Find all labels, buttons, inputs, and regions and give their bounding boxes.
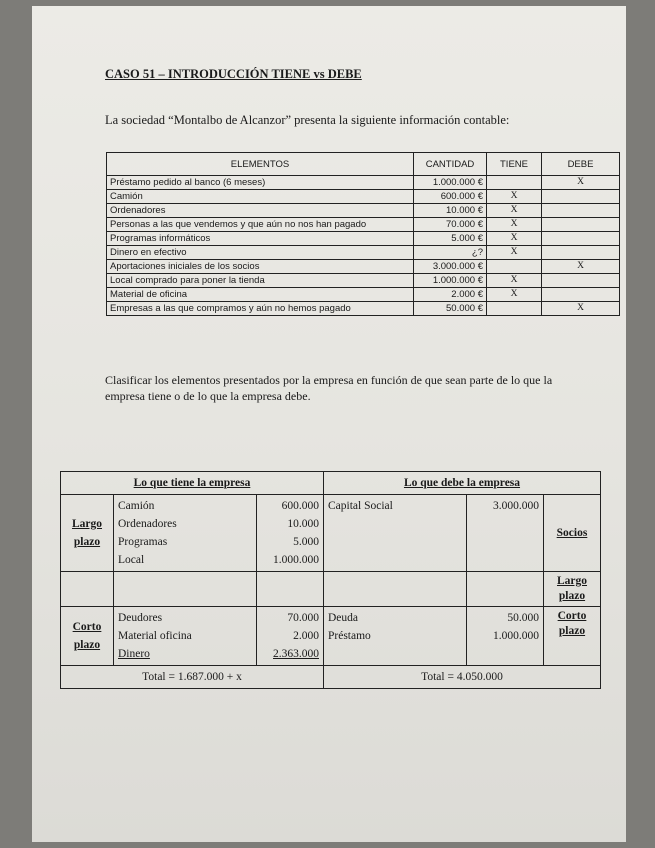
cell-el: Material de oficina xyxy=(107,288,414,302)
cell-debe xyxy=(542,218,620,232)
cell-el: Programas informáticos xyxy=(107,232,414,246)
list-value: 1.000.000 xyxy=(493,630,539,642)
cell-tiene: X xyxy=(487,232,542,246)
cell-qty: 1.000.000 € xyxy=(414,274,487,288)
empty-cell xyxy=(61,572,114,607)
debe-header: Lo que debe la empresa xyxy=(324,472,601,495)
list-value: 2.363.000 xyxy=(273,648,319,660)
table-row xyxy=(107,190,620,204)
cell-el: Camión xyxy=(107,190,414,204)
list-item: Ordenadores xyxy=(118,518,177,530)
corto-values-cell xyxy=(257,607,324,666)
elements-table xyxy=(106,152,620,316)
list-item: Material oficina xyxy=(118,630,192,642)
table-row xyxy=(107,246,620,260)
cell-qty: 1.000.000 € xyxy=(414,176,487,190)
cell-tiene: X xyxy=(487,204,542,218)
list-item: Dinero xyxy=(118,648,150,660)
header-cantidad: CANTIDAD xyxy=(414,153,487,176)
cell-debe xyxy=(542,204,620,218)
totals-row xyxy=(61,666,601,689)
corto-plazo-row xyxy=(61,607,601,666)
cell-debe xyxy=(542,190,620,204)
table-row xyxy=(107,274,620,288)
cell-debe xyxy=(542,288,620,302)
list-value: 50.000 xyxy=(507,612,539,624)
table-row xyxy=(107,176,620,190)
elements-header-row xyxy=(107,153,620,176)
cell-tiene: X xyxy=(487,246,542,260)
header-debe: DEBE xyxy=(542,153,620,176)
intro-text: La sociedad “Montalbo de Alcanzor” presenta la siguiente información contable: xyxy=(105,113,510,127)
largo-items-cell xyxy=(114,495,257,572)
instruction-paragraph: Clasificar los elementos presentados por la empresa en función de que sean parte de lo que la empresa tiene o de lo que la empresa debe. xyxy=(105,373,553,403)
capital-item-cell: Capital Social xyxy=(324,495,467,572)
largo-plazo-label: Largo plazo xyxy=(61,495,114,572)
list-item: Deudores xyxy=(118,612,163,624)
cell-debe xyxy=(542,232,620,246)
total-tiene: Total = 1.687.000 + x xyxy=(61,666,324,689)
cell-debe: X xyxy=(542,176,620,190)
capital-value-cell: 3.000.000 xyxy=(467,495,544,572)
cell-qty: 5.000 € xyxy=(414,232,487,246)
table-row xyxy=(107,204,620,218)
balance-table xyxy=(60,471,601,689)
debe-corto-items-cell xyxy=(324,607,467,666)
cell-el: Aportaciones iniciales de los socios xyxy=(107,260,414,274)
table-row xyxy=(107,288,620,302)
cell-tiene: X xyxy=(487,274,542,288)
empty-cell xyxy=(114,572,257,607)
cell-el: Dinero en efectivo xyxy=(107,246,414,260)
cell-qty: 70.000 € xyxy=(414,218,487,232)
list-value: 600.000 xyxy=(281,500,319,512)
cell-qty: 10.000 € xyxy=(414,204,487,218)
document-page xyxy=(32,6,626,842)
page-title: CASO 51 – INTRODUCCIÓN TIENE vs DEBE xyxy=(105,67,362,81)
list-item: Local xyxy=(118,554,145,566)
table-row xyxy=(107,232,620,246)
cell-el: Local comprado para poner la tienda xyxy=(107,274,414,288)
cell-el: Personas a las que vendemos y que aún no nos han pagado xyxy=(107,218,414,232)
list-item: Programas xyxy=(118,536,168,548)
cell-tiene xyxy=(487,302,542,316)
largo-plazo-row xyxy=(61,495,601,572)
table-row xyxy=(107,302,620,316)
cell-el: Préstamo pedido al banco (6 meses) xyxy=(107,176,414,190)
list-item: Deuda xyxy=(328,612,359,624)
total-debe: Total = 4.050.000 xyxy=(324,666,601,689)
tiene-header: Lo que tiene la empresa xyxy=(61,472,324,495)
cell-debe: X xyxy=(542,260,620,274)
list-value: 5.000 xyxy=(293,536,319,548)
elements-table-body xyxy=(107,176,620,316)
table-row xyxy=(107,218,620,232)
list-value: 2.000 xyxy=(293,630,319,642)
cell-el: Empresas a las que compramos y aún no hemos pagado xyxy=(107,302,414,316)
cell-tiene xyxy=(487,260,542,274)
list-item: Préstamo xyxy=(328,630,371,642)
debe-largo-plazo-label: Largo plazo xyxy=(544,572,601,607)
socios-label: Socios xyxy=(556,527,588,539)
socios-cell xyxy=(544,495,601,572)
cell-debe: X xyxy=(542,302,620,316)
empty-cell xyxy=(257,572,324,607)
cell-qty: 50.000 € xyxy=(414,302,487,316)
cell-qty: 600.000 € xyxy=(414,190,487,204)
header-tiene: TIENE xyxy=(487,153,542,176)
largo-values-cell xyxy=(257,495,324,572)
list-value: 1.000.000 xyxy=(273,554,319,566)
table-row xyxy=(107,260,620,274)
debe-corto-values-cell xyxy=(467,607,544,666)
cell-qty: 2.000 € xyxy=(414,288,487,302)
cell-tiene: X xyxy=(487,218,542,232)
cell-qty: ¿? xyxy=(414,246,487,260)
empty-cell xyxy=(324,572,467,607)
list-value: 10.000 xyxy=(287,518,319,530)
cell-el: Ordenadores xyxy=(107,204,414,218)
corto-plazo-label: Corto plazo xyxy=(61,607,114,666)
list-item: Camión xyxy=(118,500,155,512)
cell-debe xyxy=(542,274,620,288)
cell-tiene xyxy=(487,176,542,190)
cell-qty: 3.000.000 € xyxy=(414,260,487,274)
header-elementos: ELEMENTOS xyxy=(107,153,414,176)
debe-corto-plazo-label: Corto plazo xyxy=(544,607,601,666)
cell-tiene: X xyxy=(487,288,542,302)
balance-header-row xyxy=(61,472,601,495)
empty-cell xyxy=(467,572,544,607)
list-value: 70.000 xyxy=(287,612,319,624)
cell-tiene: X xyxy=(487,190,542,204)
largo-plazo-debe-row xyxy=(61,572,601,607)
cell-debe xyxy=(542,246,620,260)
corto-items-cell xyxy=(114,607,257,666)
